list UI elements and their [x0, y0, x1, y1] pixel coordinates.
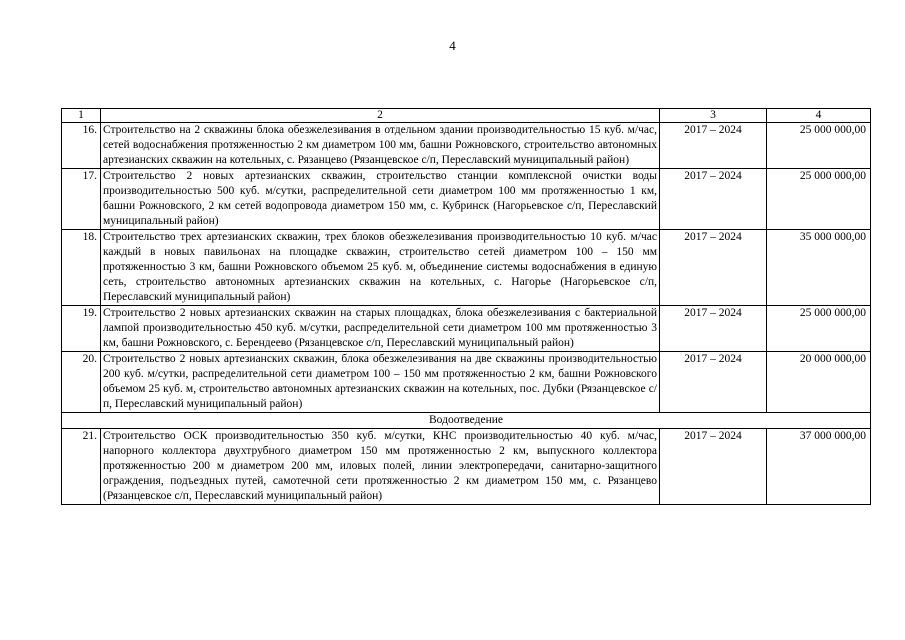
section-heading-row — [62, 413, 871, 429]
row-number: 17. — [62, 169, 101, 230]
section-heading: Водоотведение — [62, 413, 871, 429]
table-row — [62, 306, 871, 352]
row-number: 18. — [62, 230, 101, 306]
measures-table — [61, 108, 871, 505]
row-number: 21. — [62, 429, 101, 505]
row-description: Строительство ОСК производительностью 350 куб. м/сутки, КНС производительностью 40 куб. м/час, напорного коллектора двухтрубного диаметром 150 мм протяженностью 2 км, выпускного коллектора протяженностью 200 м диаметром 200 мм, иловых полей, линии электропередачи, санитарно-защитного ограждения, подъездных путей, самотечной сети протяженностью 2 км диаметром 150 мм, с. Рязанцево (Рязанцевское с/п, Переславский муниципальный район) — [101, 429, 660, 505]
table-row — [62, 429, 871, 505]
row-period: 2017 – 2024 — [660, 169, 767, 230]
table-row — [62, 352, 871, 413]
column-header-period: 3 — [660, 109, 767, 123]
row-number: 16. — [62, 123, 101, 169]
row-number: 20. — [62, 352, 101, 413]
table-row — [62, 169, 871, 230]
row-period: 2017 – 2024 — [660, 230, 767, 306]
row-description: Строительство 2 новых артезианских скважин, строительство станции комплексной очистки воды производительностью 500 куб. м/сутки, распределительной сети диаметром 100 мм протяженностью 1 км, башни Рожновского, 2 км сетей водопровода диаметром 150 мм, с. Кубринск (Нагорьевское с/п, Переславский муниципальный район) — [101, 169, 660, 230]
table-row — [62, 230, 871, 306]
page-number: 4 — [449, 38, 456, 53]
row-amount: 25 000 000,00 — [767, 169, 871, 230]
row-period: 2017 – 2024 — [660, 352, 767, 413]
column-header-description: 2 — [101, 109, 660, 123]
row-period: 2017 – 2024 — [660, 429, 767, 505]
table-row — [62, 123, 871, 169]
row-description: Строительство трех артезианских скважин, трех блоков обезжелезивания производительностью 10 куб. м/час каждый в новых павильонах на площадке скважин, строительство сетей диаметром 100 – 150 мм протяженностью 3 км, башни Рожновского объемом 25 куб. м, объединение системы водоснабжения в единую сеть, строительство автономных артезианских скважин на котельных, с. Нагорье (Нагорьевское с/п, Переславский муниципальный район) — [101, 230, 660, 306]
table-header-row — [62, 109, 871, 123]
row-amount: 20 000 000,00 — [767, 352, 871, 413]
row-amount: 35 000 000,00 — [767, 230, 871, 306]
row-amount: 25 000 000,00 — [767, 306, 871, 352]
row-description: Строительство 2 новых артезианских скважин на старых площадках, блока обезжелезивания с бактериальной лампой производительностью 450 куб. м/сутки, распределительной сети диаметром 100 мм протяженностью 3 км, башни Рожновского, с. Берендеево (Рязанцевское с/п, Переславский муниципальный район) — [101, 306, 660, 352]
row-amount: 37 000 000,00 — [767, 429, 871, 505]
row-number: 19. — [62, 306, 101, 352]
row-description: Строительство на 2 скважины блока обезжелезивания в отдельном здании производительностью 15 куб. м/час, сетей водоснабжения протяженностью 2 км диаметром 100 мм, башни Рожновского, строительство автономных артезианских скважин на котельных, с. Рязанцево (Рязанцевское с/п, Переславский муниципальный район) — [101, 123, 660, 169]
row-period: 2017 – 2024 — [660, 123, 767, 169]
column-header-amount: 4 — [767, 109, 871, 123]
row-description: Строительство 2 новых артезианских скважин, блока обезжелезивания на две скважины производительностью 200 куб. м/сутки, распределительной сети диаметром 100 – 150 мм протяженностью 2 км, башни Рожновского объемом 25 куб. м, строительство автономных артезианских скважин на котельных, пос. Дубки (Рязанцевское с/п, Переславский муниципальный район) — [101, 352, 660, 413]
row-period: 2017 – 2024 — [660, 306, 767, 352]
row-amount: 25 000 000,00 — [767, 123, 871, 169]
column-header-number: 1 — [62, 109, 101, 123]
